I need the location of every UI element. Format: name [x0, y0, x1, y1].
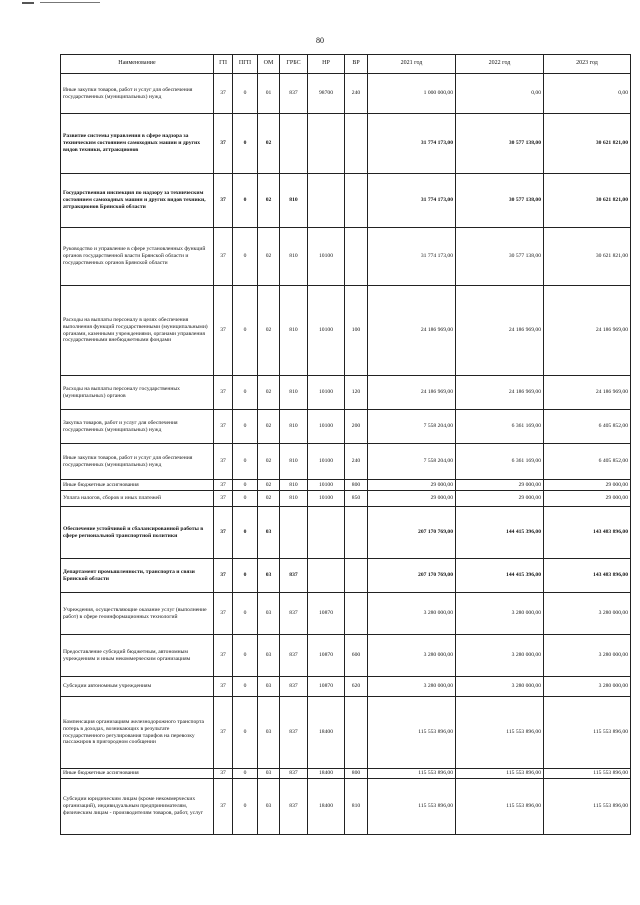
- cell-om: 03: [258, 593, 280, 635]
- table-row: [61, 769, 631, 779]
- table-row: [61, 228, 631, 286]
- table-row: [61, 480, 631, 491]
- cell-name: Развитие системы управления в сфере надзора за техническим состоянием самоходных машин и других видов техники, аттракционов: [61, 114, 214, 174]
- cell-nr: 18400: [308, 769, 345, 779]
- cell-grbs: 810: [280, 410, 308, 444]
- cell-y2023: 30 621 821,00: [544, 114, 631, 174]
- cell-y2022: 29 000,00: [456, 491, 544, 507]
- cell-name: Иные бюджетные ассигнования: [61, 480, 214, 491]
- cell-gp: 37: [214, 559, 233, 593]
- cell-y2022: 24 186 969,00: [456, 376, 544, 410]
- cell-grbs: [280, 114, 308, 174]
- cell-gp: 37: [214, 779, 233, 835]
- cell-om: 02: [258, 410, 280, 444]
- cell-y2021: 3 280 000,00: [368, 635, 456, 677]
- cell-om: 03: [258, 635, 280, 677]
- cell-name: Обеспечение устойчивой и сбалансированной работы в сфере региональной транспортной политики: [61, 507, 214, 559]
- cell-gp: 37: [214, 410, 233, 444]
- cell-vr: [345, 559, 368, 593]
- cell-name: Субсидии юридическим лицам (кроме некоммерческих организаций), индивидуальным предпринимателям, физическим лицам - производителям товаров, работ, услуг: [61, 779, 214, 835]
- table-body: [61, 74, 631, 835]
- cell-nr: 10100: [308, 480, 345, 491]
- table-row: [61, 635, 631, 677]
- table-row: [61, 286, 631, 376]
- cell-gp: 37: [214, 507, 233, 559]
- table-row: [61, 174, 631, 228]
- cell-vr: 240: [345, 74, 368, 114]
- cell-om: 02: [258, 480, 280, 491]
- cell-vr: 800: [345, 480, 368, 491]
- cell-name: Закупка товаров, работ и услуг для обеспечения государственных (муниципальных) нужд: [61, 410, 214, 444]
- cell-vr: [345, 697, 368, 769]
- cell-y2023: 115 553 896,00: [544, 769, 631, 779]
- cell-gp: 37: [214, 114, 233, 174]
- col-header-grbs: ГРБС: [280, 55, 308, 74]
- cell-nr: 10870: [308, 593, 345, 635]
- cell-gp: 37: [214, 769, 233, 779]
- cell-vr: 240: [345, 444, 368, 480]
- cell-pgp: 0: [233, 593, 258, 635]
- cell-grbs: 837: [280, 74, 308, 114]
- cell-om: 02: [258, 174, 280, 228]
- cell-nr: 98700: [308, 74, 345, 114]
- cell-y2022: 3 280 000,00: [456, 677, 544, 697]
- cell-vr: 120: [345, 376, 368, 410]
- cell-nr: [308, 114, 345, 174]
- cell-y2023: 115 553 896,00: [544, 697, 631, 769]
- cell-y2023: 6 405 852,00: [544, 410, 631, 444]
- table-row: [61, 697, 631, 769]
- cell-y2022: 24 186 969,00: [456, 286, 544, 376]
- cell-y2021: 207 170 769,00: [368, 507, 456, 559]
- col-header-2023: 2023 год: [544, 55, 631, 74]
- cell-nr: 10100: [308, 491, 345, 507]
- col-header-name: Наименование: [61, 55, 214, 74]
- cell-pgp: 0: [233, 228, 258, 286]
- cell-name: Предоставление субсидий бюджетным, автономным учреждениям и иным некоммерческим организациям: [61, 635, 214, 677]
- cell-pgp: 0: [233, 697, 258, 769]
- cell-y2022: 30 577 138,00: [456, 174, 544, 228]
- cell-nr: 10870: [308, 677, 345, 697]
- cell-grbs: [280, 507, 308, 559]
- cell-om: 02: [258, 286, 280, 376]
- cell-gp: 37: [214, 677, 233, 697]
- cell-grbs: 837: [280, 779, 308, 835]
- cell-y2021: 207 170 769,00: [368, 559, 456, 593]
- cell-nr: 10100: [308, 286, 345, 376]
- cell-pgp: 0: [233, 286, 258, 376]
- cell-y2022: 0,00: [456, 74, 544, 114]
- cell-vr: 620: [345, 677, 368, 697]
- table-row: [61, 559, 631, 593]
- cell-grbs: 837: [280, 635, 308, 677]
- cell-gp: 37: [214, 635, 233, 677]
- cell-vr: [345, 228, 368, 286]
- cell-nr: [308, 507, 345, 559]
- page-number: 80: [316, 36, 324, 45]
- cell-nr: 10870: [308, 635, 345, 677]
- cell-grbs: 810: [280, 480, 308, 491]
- cell-grbs: 837: [280, 697, 308, 769]
- cell-y2023: 3 280 000,00: [544, 635, 631, 677]
- cell-name: Расходы на выплаты персоналу государственных (муниципальных) органов: [61, 376, 214, 410]
- cell-y2021: 31 774 173,00: [368, 174, 456, 228]
- cell-pgp: 0: [233, 491, 258, 507]
- cell-grbs: 837: [280, 593, 308, 635]
- cell-grbs: 810: [280, 228, 308, 286]
- cell-name: Руководство и управление в сфере установленных функций органов государственной власти Брянской области и государственных органов Брянской области: [61, 228, 214, 286]
- cell-om: 03: [258, 677, 280, 697]
- cell-name: Иные бюджетные ассигнования: [61, 769, 214, 779]
- cell-om: 02: [258, 491, 280, 507]
- cell-y2023: 6 405 852,00: [544, 444, 631, 480]
- cell-y2021: 3 280 000,00: [368, 677, 456, 697]
- cell-pgp: 0: [233, 779, 258, 835]
- cell-y2022: 30 577 138,00: [456, 114, 544, 174]
- cell-om: 02: [258, 228, 280, 286]
- cell-y2021: 115 553 896,00: [368, 697, 456, 769]
- cell-y2023: 29 000,00: [544, 491, 631, 507]
- cell-pgp: 0: [233, 410, 258, 444]
- cell-y2021: 7 558 204,00: [368, 410, 456, 444]
- cell-y2022: 3 280 000,00: [456, 635, 544, 677]
- cell-pgp: 0: [233, 376, 258, 410]
- cell-y2021: 3 280 000,00: [368, 593, 456, 635]
- cell-pgp: 0: [233, 74, 258, 114]
- table-row: [61, 376, 631, 410]
- table-row: [61, 779, 631, 835]
- cell-y2022: 115 553 896,00: [456, 779, 544, 835]
- table-row: [61, 593, 631, 635]
- cell-gp: 37: [214, 480, 233, 491]
- cell-y2022: 115 553 896,00: [456, 697, 544, 769]
- cell-om: 02: [258, 114, 280, 174]
- cell-nr: 10100: [308, 410, 345, 444]
- cell-gp: 37: [214, 697, 233, 769]
- cell-y2022: 144 415 396,00: [456, 559, 544, 593]
- cell-y2021: 29 000,00: [368, 491, 456, 507]
- col-header-vr: ВР: [345, 55, 368, 74]
- cell-gp: 37: [214, 286, 233, 376]
- cell-pgp: 0: [233, 769, 258, 779]
- cell-y2022: 6 361 169,00: [456, 444, 544, 480]
- scan-mark: [22, 2, 102, 5]
- col-header-pgp: ПГП: [233, 55, 258, 74]
- cell-y2023: 30 621 821,00: [544, 174, 631, 228]
- cell-gp: 37: [214, 228, 233, 286]
- col-header-2022: 2022 год: [456, 55, 544, 74]
- cell-y2022: 3 280 000,00: [456, 593, 544, 635]
- cell-y2021: 115 553 896,00: [368, 779, 456, 835]
- cell-y2021: 1 000 000,00: [368, 74, 456, 114]
- cell-vr: [345, 174, 368, 228]
- table-row: [61, 677, 631, 697]
- cell-grbs: 810: [280, 491, 308, 507]
- cell-y2022: 144 415 396,00: [456, 507, 544, 559]
- cell-name: Иные закупки товаров, работ и услуг для обеспечения государственных (муниципальных) нужд: [61, 444, 214, 480]
- cell-y2021: 31 774 173,00: [368, 114, 456, 174]
- col-header-2021: 2021 год: [368, 55, 456, 74]
- cell-nr: 18400: [308, 697, 345, 769]
- cell-name: Субсидии автономным учреждениям: [61, 677, 214, 697]
- cell-nr: 10100: [308, 376, 345, 410]
- cell-y2022: 115 553 896,00: [456, 769, 544, 779]
- cell-y2021: 7 558 204,00: [368, 444, 456, 480]
- cell-om: 03: [258, 779, 280, 835]
- cell-om: 03: [258, 697, 280, 769]
- col-header-gp: ГП: [214, 55, 233, 74]
- cell-name: Учреждения, осуществляющие оказание услуг (выполнение работ) в сфере геоинформационных технологий: [61, 593, 214, 635]
- cell-vr: [345, 593, 368, 635]
- cell-vr: 100: [345, 286, 368, 376]
- cell-y2022: 30 577 138,00: [456, 228, 544, 286]
- cell-grbs: 810: [280, 286, 308, 376]
- cell-vr: 810: [345, 779, 368, 835]
- table-row: [61, 74, 631, 114]
- cell-nr: 18400: [308, 779, 345, 835]
- cell-grbs: 837: [280, 677, 308, 697]
- cell-y2021: 31 774 173,00: [368, 228, 456, 286]
- cell-nr: 10100: [308, 228, 345, 286]
- cell-y2021: 29 000,00: [368, 480, 456, 491]
- cell-gp: 37: [214, 174, 233, 228]
- budget-table: [60, 54, 631, 835]
- cell-y2021: 24 186 969,00: [368, 286, 456, 376]
- cell-om: 03: [258, 507, 280, 559]
- cell-om: 03: [258, 559, 280, 593]
- cell-nr: [308, 174, 345, 228]
- cell-y2023: 3 280 000,00: [544, 593, 631, 635]
- cell-nr: 10100: [308, 444, 345, 480]
- cell-y2023: 0,00: [544, 74, 631, 114]
- cell-vr: 200: [345, 410, 368, 444]
- table-row: [61, 507, 631, 559]
- cell-gp: 37: [214, 376, 233, 410]
- cell-y2023: 143 483 896,00: [544, 507, 631, 559]
- cell-grbs: 810: [280, 444, 308, 480]
- cell-y2022: 6 361 169,00: [456, 410, 544, 444]
- cell-vr: [345, 507, 368, 559]
- cell-gp: 37: [214, 74, 233, 114]
- cell-nr: [308, 559, 345, 593]
- cell-pgp: 0: [233, 114, 258, 174]
- cell-grbs: 810: [280, 174, 308, 228]
- cell-vr: 850: [345, 491, 368, 507]
- cell-gp: 37: [214, 491, 233, 507]
- cell-grbs: 837: [280, 559, 308, 593]
- col-header-om: ОМ: [258, 55, 280, 74]
- cell-y2021: 24 186 969,00: [368, 376, 456, 410]
- cell-y2023: 24 186 969,00: [544, 376, 631, 410]
- header-row: [61, 55, 631, 74]
- cell-om: 03: [258, 769, 280, 779]
- cell-pgp: 0: [233, 174, 258, 228]
- cell-y2023: 29 000,00: [544, 480, 631, 491]
- cell-pgp: 0: [233, 444, 258, 480]
- cell-pgp: 0: [233, 559, 258, 593]
- cell-om: 02: [258, 444, 280, 480]
- cell-y2023: 30 621 821,00: [544, 228, 631, 286]
- cell-pgp: 0: [233, 507, 258, 559]
- cell-vr: [345, 114, 368, 174]
- cell-pgp: 0: [233, 677, 258, 697]
- cell-name: Уплата налогов, сборов и иных платежей: [61, 491, 214, 507]
- cell-om: 02: [258, 376, 280, 410]
- table-row: [61, 491, 631, 507]
- cell-pgp: 0: [233, 480, 258, 491]
- cell-y2022: 29 000,00: [456, 480, 544, 491]
- cell-vr: 800: [345, 769, 368, 779]
- table-row: [61, 114, 631, 174]
- cell-y2023: 24 186 969,00: [544, 286, 631, 376]
- cell-gp: 37: [214, 444, 233, 480]
- cell-name: Государственная инспекция по надзору за техническим состоянием самоходных машин и других видов техники, аттракционов Брянской области: [61, 174, 214, 228]
- cell-grbs: 810: [280, 376, 308, 410]
- cell-y2023: 115 553 896,00: [544, 779, 631, 835]
- table-row: [61, 410, 631, 444]
- cell-grbs: 837: [280, 769, 308, 779]
- cell-om: 01: [258, 74, 280, 114]
- cell-vr: 600: [345, 635, 368, 677]
- cell-name: Компенсация организациям железнодорожного транспорта потерь в доходах, возникающих в результате государственного регулирования тарифов на перевозку пассажиров в пригородном сообщении: [61, 697, 214, 769]
- cell-pgp: 0: [233, 635, 258, 677]
- cell-y2023: 3 280 000,00: [544, 677, 631, 697]
- cell-name: Иные закупки товаров, работ и услуг для обеспечения государственных (муниципальных) нужд: [61, 74, 214, 114]
- cell-name: Департамент промышленности, транспорта и связи Брянской области: [61, 559, 214, 593]
- col-header-nr: НР: [308, 55, 345, 74]
- table-row: [61, 444, 631, 480]
- cell-name: Расходы на выплаты персоналу в целях обеспечения выполнения функций государственными (муниципальными) органами, казенными учреждениями, органами управления государственными внебюджетными фондами: [61, 286, 214, 376]
- cell-y2023: 143 483 896,00: [544, 559, 631, 593]
- cell-gp: 37: [214, 593, 233, 635]
- cell-y2021: 115 553 896,00: [368, 769, 456, 779]
